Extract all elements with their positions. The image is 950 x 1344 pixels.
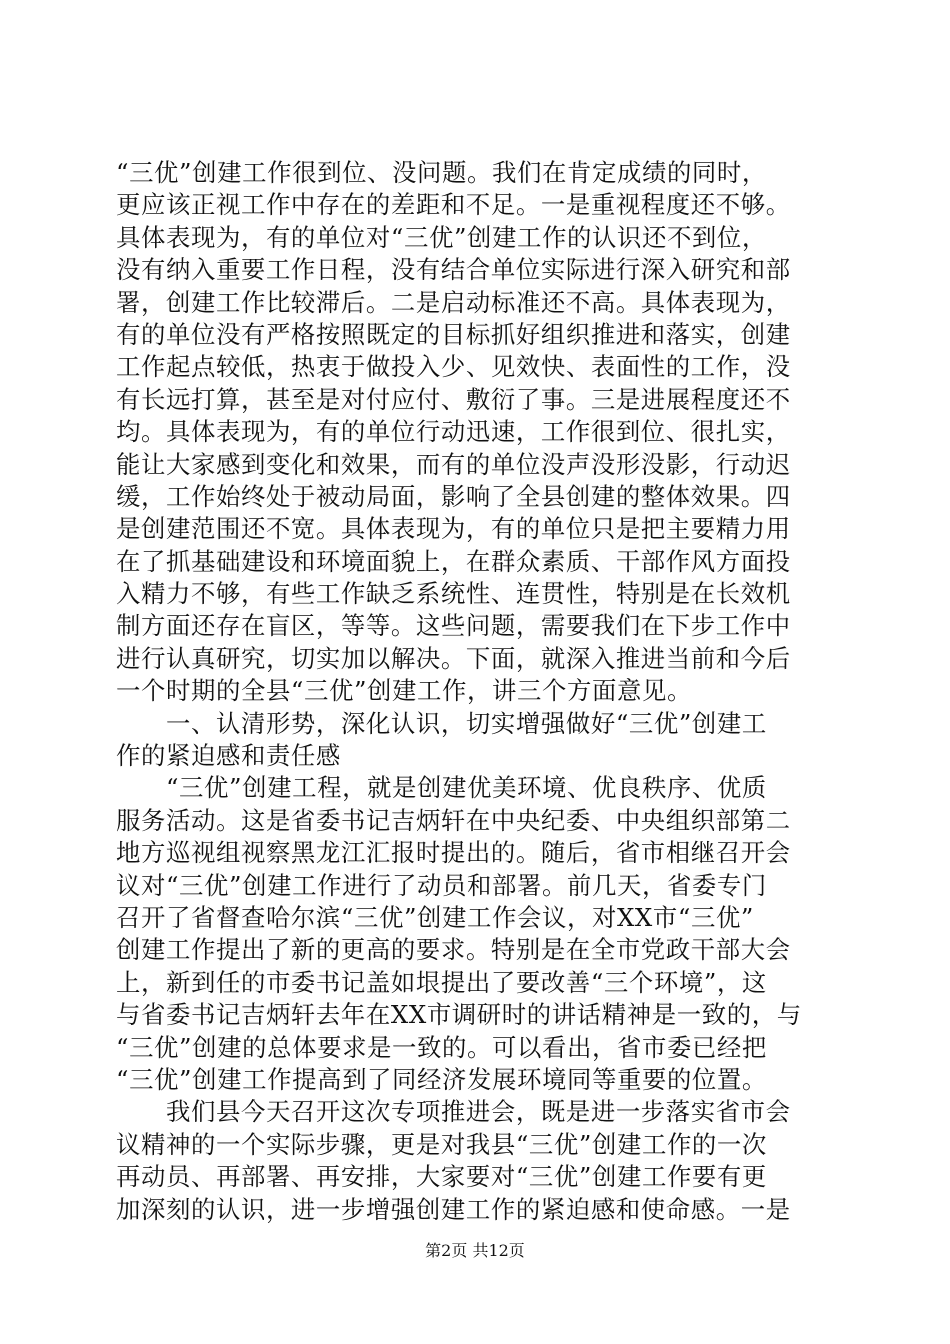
text-line: 工作起点较低，热衷于做投入少、见效快、表面性的工作，没 bbox=[116, 352, 791, 382]
section-heading-line: 作的紧迫感和责任感 bbox=[116, 741, 341, 771]
text-line: 地方巡视组视察黑龙江汇报时提出的。随后，省市相继召开会 bbox=[116, 838, 791, 868]
text-line: 更应该正视工作中存在的差距和不足。一是重视程度还不够。 bbox=[116, 190, 791, 220]
text-line: 能让大家感到变化和效果，而有的单位没声没形没影，行动迟 bbox=[116, 449, 791, 479]
text-line: 在了抓基础建设和环境面貌上，在群众素质、干部作风方面投 bbox=[116, 546, 791, 576]
text-line: 再动员、再部署、再安排，大家要对“三优”创建工作要有更 bbox=[116, 1162, 767, 1192]
text-line: “三优”创建工程，就是创建优美环境、优良秩序、优质 bbox=[116, 773, 767, 803]
text-line: 制方面还存在盲区，等等。这些问题，需要我们在下步工作中 bbox=[116, 611, 791, 641]
text-line: 缓，工作始终处于被动局面，影响了全县创建的整体效果。四 bbox=[116, 481, 791, 511]
page-number-footer: 第2页 共12页 bbox=[425, 1241, 525, 1260]
text-line: “三优”创建工作很到位、没问题。我们在肯定成绩的同时， bbox=[116, 158, 767, 187]
text-line: 与省委书记吉炳轩去年在XX市调研时的讲话精神是一致的，与 bbox=[116, 1000, 802, 1030]
text-line: 署，创建工作比较滞后。二是启动标准还不高。具体表现为， bbox=[116, 287, 791, 317]
text-line: 召开了省督查哈尔滨“三优”创建工作会议，对XX市“三优” bbox=[116, 902, 755, 932]
text-line: 没有纳入重要工作日程，没有结合单位实际进行深入研究和部 bbox=[116, 255, 791, 285]
text-line: 议精神的一个实际步骤，更是对我县“三优”创建工作的一次 bbox=[116, 1129, 767, 1159]
text-line: 一个时期的全县“三优”创建工作，讲三个方面意见。 bbox=[116, 676, 692, 706]
text-line: 均。具体表现为，有的单位行动迅速，工作很到位、很扎实， bbox=[116, 417, 791, 447]
text-line: 具体表现为，有的单位对“三优”创建工作的认识还不到位， bbox=[116, 222, 767, 252]
text-line: 议对“三优”创建工作进行了动员和部署。前几天，省委专门 bbox=[116, 870, 767, 900]
text-line: 服务活动。这是省委书记吉炳轩在中央纪委、中央组织部第二 bbox=[116, 805, 791, 835]
body-text bbox=[116, 157, 836, 1226]
text-line: “三优”创建的总体要求是一致的。可以看出，省市委已经把 bbox=[116, 1032, 767, 1062]
section-heading-line: 一、认清形势，深化认识，切实增强做好“三优”创建工 bbox=[116, 708, 767, 738]
text-line: 有长远打算，甚至是对付应付、敷衍了事。三是进展程度还不 bbox=[116, 384, 791, 414]
text-line: 有的单位没有严格按照既定的目标抓好组织推进和落实，创建 bbox=[116, 319, 791, 349]
text-line: 进行认真研究，切实加以解决。下面，就深入推进当前和今后 bbox=[116, 643, 791, 673]
text-line: 我们县今天召开这次专项推进会，既是进一步落实省市会 bbox=[116, 1097, 791, 1127]
text-line: 入精力不够，有些工作缺乏系统性、连贯性，特别是在长效机 bbox=[116, 579, 791, 609]
text-line: 加深刻的认识，进一步增强创建工作的紧迫感和使命感。一是 bbox=[116, 1194, 791, 1224]
text-line: 上，新到任的市委书记盖如垠提出了要改善“三个环境”，这 bbox=[116, 967, 767, 997]
text-line: “三优”创建工作提高到了同经济发展环境同等重要的位置。 bbox=[116, 1064, 767, 1094]
text-line: 创建工作提出了新的更高的要求。特别是在全市党政干部大会 bbox=[116, 935, 791, 965]
text-line: 是创建范围还不宽。具体表现为，有的单位只是把主要精力用 bbox=[116, 514, 791, 544]
